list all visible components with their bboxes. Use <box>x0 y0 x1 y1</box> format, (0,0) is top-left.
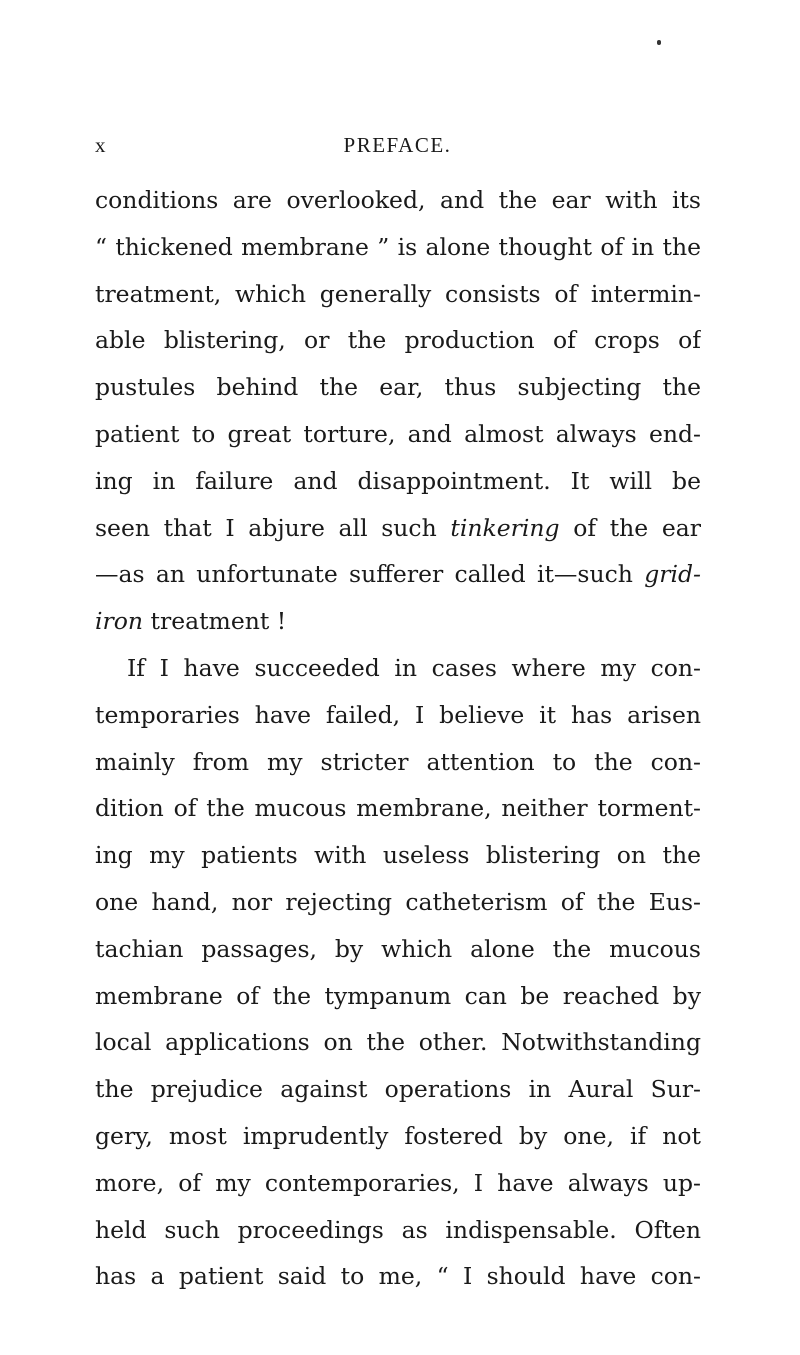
text-line: more, of my contemporaries, I have always up- <box>95 1168 701 1197</box>
text-line <box>95 598 701 645</box>
page-number: x <box>95 133 107 157</box>
page-header <box>95 133 700 163</box>
text-line: ing in failure and disappointment. It will be <box>95 466 701 495</box>
text-line: tachian passages, by which alone the mucous <box>95 934 701 963</box>
text-segment: of the ear <box>559 513 701 542</box>
text-line: held such proceedings as indispensable. Often <box>95 1215 701 1244</box>
text-line: patient to great torture, and almost always end- <box>95 419 701 448</box>
text-line <box>95 505 701 552</box>
body-text <box>95 177 701 1300</box>
italic-word: grid- <box>644 560 701 589</box>
text-line: membrane of the tympanum can be reached by <box>95 981 701 1010</box>
text-line: has a patient said to me, “ I should have con- <box>95 1262 701 1291</box>
text-line: pustules behind the ear, thus subjecting the <box>95 373 701 402</box>
text-segment: treatment ! <box>143 607 287 636</box>
text-line: the prejudice against operations in Aural Sur- <box>95 1075 701 1104</box>
text-line: able blistering, or the production of crops of <box>95 326 701 355</box>
text-line: local applications on the other. Notwithstanding <box>95 1028 701 1057</box>
text-line: “ thickened membrane ” is alone thought of in the <box>95 232 701 261</box>
text-line <box>95 551 701 598</box>
ink-speck <box>657 40 661 45</box>
text-segment: seen that I abjure all such <box>95 513 451 542</box>
text-line: conditions are overlooked, and the ear with its <box>95 186 701 214</box>
text-line: dition of the mucous membrane, neither torment- <box>95 794 701 823</box>
italic-word: tinkering <box>450 513 560 542</box>
text-line: one hand, nor rejecting catheterism of the Eus- <box>95 887 701 916</box>
text-line: If I have succeeded in cases where my con- <box>127 653 701 682</box>
text-segment: —as an unfortunate sufferer called it—such <box>95 560 645 589</box>
text-line: treatment, which generally consists of intermin- <box>95 279 701 308</box>
running-head: PREFACE. <box>343 133 452 157</box>
text-line: mainly from my stricter attention to the con- <box>95 747 701 776</box>
text-line: gery, most imprudently fostered by one, if not <box>95 1121 701 1150</box>
text-line: ing my patients with useless blistering on the <box>95 841 701 870</box>
italic-word: iron <box>95 607 144 636</box>
text-line: temporaries have failed, I believe it has arisen <box>95 700 701 729</box>
